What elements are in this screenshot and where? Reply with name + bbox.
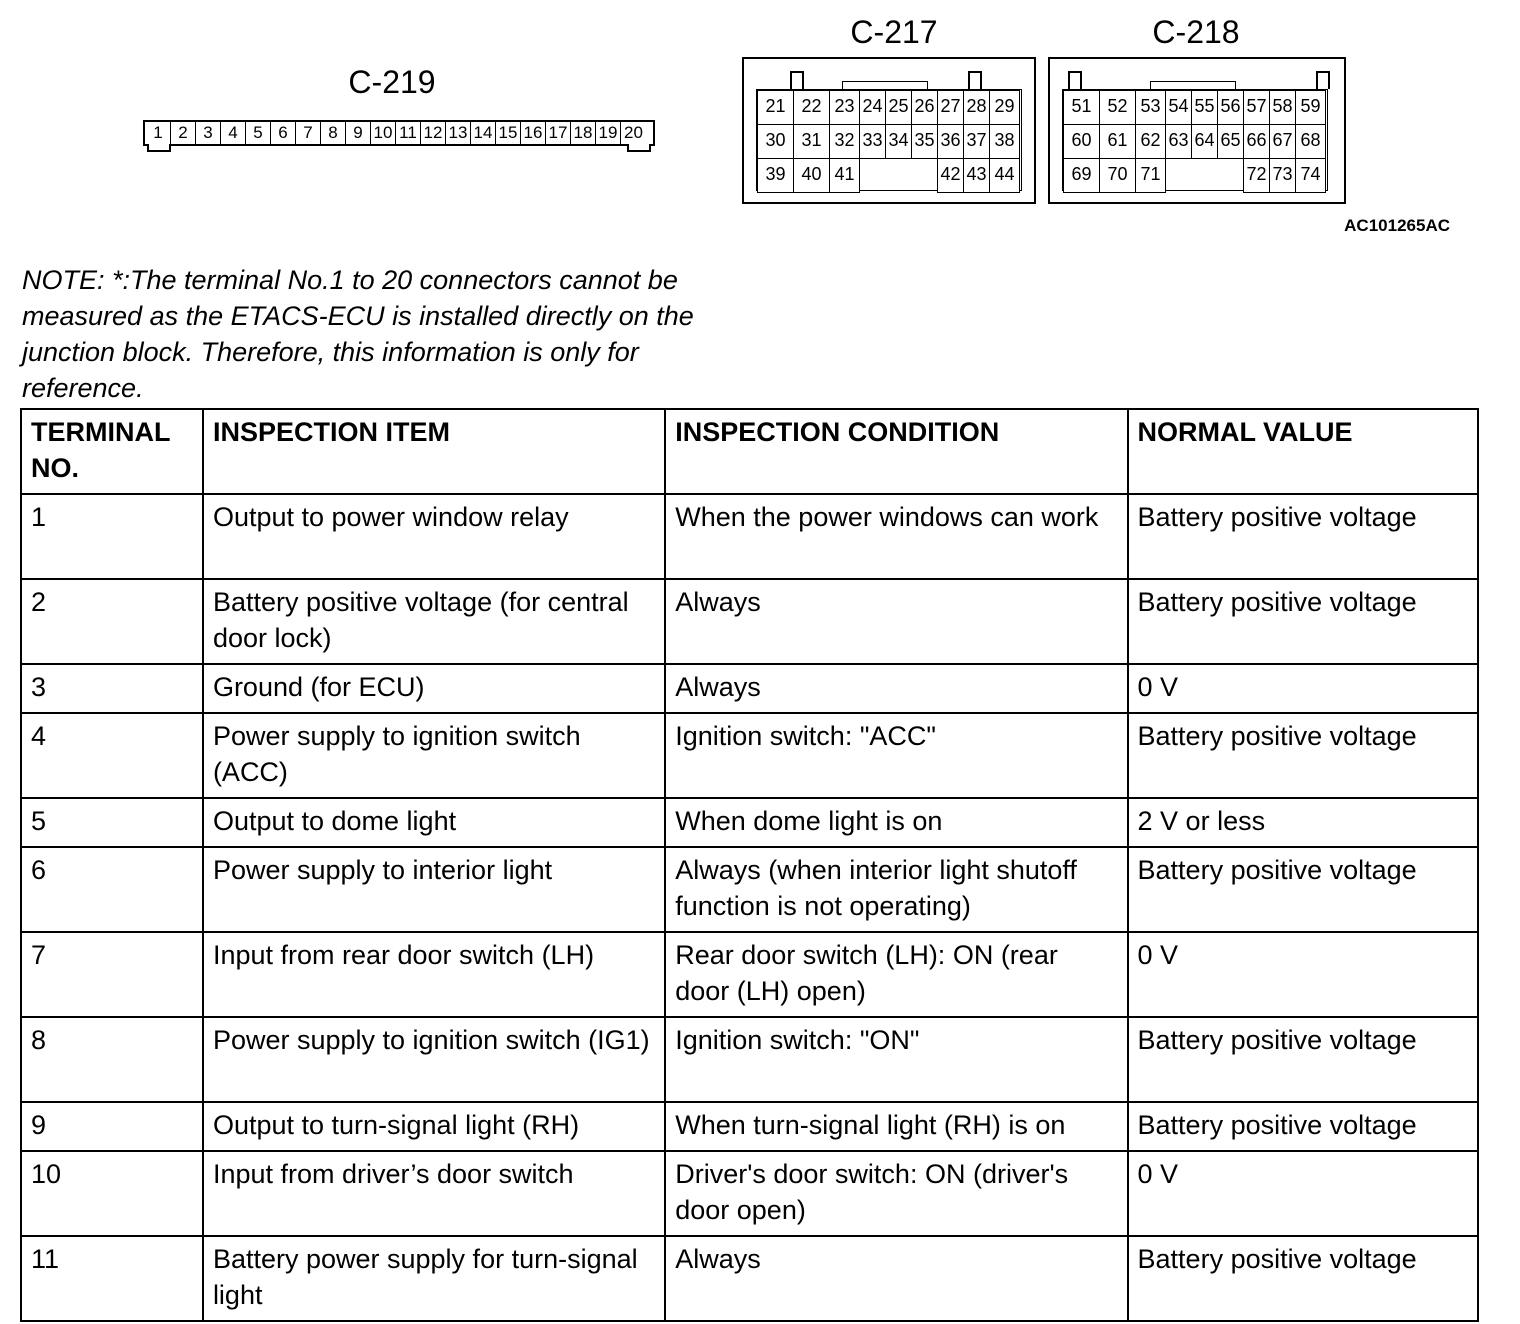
- cell-condition: When dome light is on: [665, 798, 1127, 847]
- cell-terminal: 5: [21, 798, 203, 847]
- connector-pin: 44: [989, 158, 1020, 193]
- cell-item: Battery positive voltage (for central door lock): [203, 579, 665, 664]
- connector-pin: 58: [1269, 90, 1296, 125]
- connector-pin: 5: [246, 122, 271, 144]
- cell-condition: Always: [665, 664, 1127, 713]
- cell-condition: Ignition switch: "ACC": [665, 713, 1127, 798]
- cell-value: Battery positive voltage: [1128, 847, 1478, 932]
- cell-condition: Always: [665, 1236, 1127, 1321]
- connector-body: [756, 89, 1022, 191]
- connector-pin: 27: [937, 90, 964, 125]
- connector-pin: 59: [1295, 90, 1326, 125]
- cell-value: 0 V: [1128, 1151, 1478, 1236]
- cell-condition: When turn-signal light (RH) is on: [665, 1102, 1127, 1151]
- connector-pin: 6: [271, 122, 296, 144]
- connector-pin: 24: [859, 90, 886, 125]
- connector-pin: 33: [859, 124, 886, 159]
- cell-value: Battery positive voltage: [1128, 579, 1478, 664]
- cell-item: Ground (for ECU): [203, 664, 665, 713]
- table-row: [21, 1017, 1478, 1102]
- table-row: [21, 664, 1478, 713]
- cell-value: Battery positive voltage: [1128, 494, 1478, 579]
- connector-pin: 30: [757, 124, 794, 159]
- header-inspection-condition: INSPECTION CONDITION: [665, 409, 1127, 494]
- connector-key: [842, 81, 928, 89]
- connector-pin: 11: [396, 122, 421, 144]
- note-text: NOTE: *:The terminal No.1 to 20 connectors cannot be measured as the ETACS-ECU is installed directly on the junction block. Therefore, this information is only for reference.: [22, 265, 694, 403]
- connector-pin: 26: [911, 90, 938, 125]
- cell-terminal: 6: [21, 847, 203, 932]
- connector-pin: 25: [885, 90, 912, 125]
- connector-pin: 70: [1099, 158, 1136, 193]
- connector-body: [1062, 89, 1328, 191]
- connector-pin: 61: [1099, 124, 1136, 159]
- connector-pin: 2: [171, 122, 196, 144]
- connector-pin: 65: [1217, 124, 1244, 159]
- cell-item: Output to turn-signal light (RH): [203, 1102, 665, 1151]
- connector-c218: [1048, 57, 1346, 204]
- cell-item: Input from rear door switch (LH): [203, 932, 665, 1017]
- cell-condition: Rear door switch (LH): ON (rear door (LH) open): [665, 932, 1127, 1017]
- table-row: [21, 1102, 1478, 1151]
- table-row: [21, 579, 1478, 664]
- table-row: [21, 713, 1478, 798]
- connector-pin: 9: [346, 122, 371, 144]
- connector-pin: 43: [963, 158, 990, 193]
- connector-pin: 13: [446, 122, 471, 144]
- table-row: [21, 847, 1478, 932]
- connector-pin: 22: [793, 90, 830, 125]
- connector-pin: 19: [596, 122, 621, 144]
- connector-latch: [968, 71, 982, 89]
- connector-pin: 10: [371, 122, 396, 144]
- figure-code: AC101265AC: [1344, 216, 1450, 235]
- cell-item: Power supply to ignition switch (IG1): [203, 1017, 665, 1102]
- connector-pin: 54: [1165, 90, 1192, 125]
- connector-pin: 64: [1191, 124, 1218, 159]
- connector-pin: 60: [1063, 124, 1100, 159]
- connector-pin: 1: [146, 122, 171, 144]
- terminal-inspection-table: [20, 408, 1479, 1322]
- table-row: [21, 1151, 1478, 1236]
- connector-c218-title: C-218: [1152, 14, 1240, 50]
- connector-pin: 41: [829, 158, 860, 193]
- connector-pin: 8: [321, 122, 346, 144]
- connector-pin: 29: [989, 90, 1020, 125]
- connector-pin: 12: [421, 122, 446, 144]
- connector-pin: 69: [1063, 158, 1100, 193]
- connector-pin: 16: [521, 122, 546, 144]
- connector-pin: 42: [937, 158, 964, 193]
- cell-item: Input from driver’s door switch: [203, 1151, 665, 1236]
- connector-c219-title: C-219: [348, 64, 436, 100]
- connector-pin: 62: [1135, 124, 1166, 159]
- connector-pin: 56: [1217, 90, 1244, 125]
- connector-pin: 36: [937, 124, 964, 159]
- connector-pin: 23: [829, 90, 860, 125]
- connector-key: [1150, 81, 1236, 89]
- cell-terminal: 7: [21, 932, 203, 1017]
- cell-condition: When the power windows can work: [665, 494, 1127, 579]
- connector-pin: 51: [1063, 90, 1100, 125]
- cell-value: Battery positive voltage: [1128, 1236, 1478, 1321]
- connector-pin: 15: [496, 122, 521, 144]
- connector-pin: 17: [546, 122, 571, 144]
- connector-pin: 35: [911, 124, 938, 159]
- cell-condition: Always: [665, 579, 1127, 664]
- connector-pin: 20: [624, 123, 643, 142]
- connector-latch: [1068, 71, 1082, 89]
- cell-terminal: 1: [21, 494, 203, 579]
- connector-pin: 55: [1191, 90, 1218, 125]
- cell-value: 2 V or less: [1128, 798, 1478, 847]
- table-row: [21, 1236, 1478, 1321]
- cell-item: Output to dome light: [203, 798, 665, 847]
- connector-pin: 52: [1099, 90, 1136, 125]
- connector-latch: [790, 71, 804, 89]
- connector-pin: 72: [1243, 158, 1270, 193]
- connector-pin: 39: [757, 158, 794, 193]
- table-row: [21, 798, 1478, 847]
- connector-c217-title: C-217: [850, 14, 938, 50]
- connector-pin: 32: [829, 124, 860, 159]
- connector-latch: [627, 144, 651, 152]
- cell-value: Battery positive voltage: [1128, 1102, 1478, 1151]
- cell-condition: Driver's door switch: ON (driver's door open): [665, 1151, 1127, 1236]
- table-row: [21, 932, 1478, 1017]
- connector-pin: 40: [793, 158, 830, 193]
- connector-pin: 53: [1135, 90, 1166, 125]
- cell-terminal: 11: [21, 1236, 203, 1321]
- header-normal-value: NORMAL VALUE: [1128, 409, 1478, 494]
- cell-terminal: 10: [21, 1151, 203, 1236]
- connector-pin: 21: [757, 90, 794, 125]
- cell-condition: Ignition switch: "ON": [665, 1017, 1127, 1102]
- cell-value: Battery positive voltage: [1128, 713, 1478, 798]
- connector-pin: 34: [885, 124, 912, 159]
- connector-c219: [143, 120, 655, 146]
- table-header-row: [21, 409, 1478, 494]
- connector-pin: 37: [963, 124, 990, 159]
- connector-pin: 73: [1269, 158, 1296, 193]
- connector-pin: 63: [1165, 124, 1192, 159]
- cell-condition: Always (when interior light shutoff function is not operating): [665, 847, 1127, 932]
- connector-pin: 4: [221, 122, 246, 144]
- connector-pin: 28: [963, 90, 990, 125]
- cell-item: Output to power window relay: [203, 494, 665, 579]
- connector-pin: 57: [1243, 90, 1270, 125]
- connector-pin: 74: [1295, 158, 1326, 193]
- cell-terminal: 4: [21, 713, 203, 798]
- connector-pin: 38: [989, 124, 1020, 159]
- connector-pin: 67: [1269, 124, 1296, 159]
- cell-item: Power supply to ignition switch (ACC): [203, 713, 665, 798]
- connector-pin: 3: [196, 122, 221, 144]
- cell-terminal: 8: [21, 1017, 203, 1102]
- cell-item: Power supply to interior light: [203, 847, 665, 932]
- connector-pin: 14: [471, 122, 496, 144]
- cell-value: 0 V: [1128, 664, 1478, 713]
- cell-item: Battery power supply for turn-signal light: [203, 1236, 665, 1321]
- cell-terminal: 3: [21, 664, 203, 713]
- connector-pin: 7: [296, 122, 321, 144]
- connector-pin: 31: [793, 124, 830, 159]
- connector-pin: 71: [1135, 158, 1166, 193]
- table-row: [21, 494, 1478, 579]
- cell-value: 0 V: [1128, 932, 1478, 1017]
- cell-terminal: 2: [21, 579, 203, 664]
- connector-c217: [742, 57, 1036, 204]
- connector-latch: [1316, 71, 1330, 89]
- connector-pin: 66: [1243, 124, 1270, 159]
- cell-terminal: 9: [21, 1102, 203, 1151]
- connector-pin: 18: [571, 122, 596, 144]
- connector-pin: 68: [1295, 124, 1326, 159]
- connector-latch: [147, 144, 171, 152]
- header-terminal-no: TERMINAL NO.: [21, 409, 203, 494]
- cell-value: Battery positive voltage: [1128, 1017, 1478, 1102]
- header-inspection-item: INSPECTION ITEM: [203, 409, 665, 494]
